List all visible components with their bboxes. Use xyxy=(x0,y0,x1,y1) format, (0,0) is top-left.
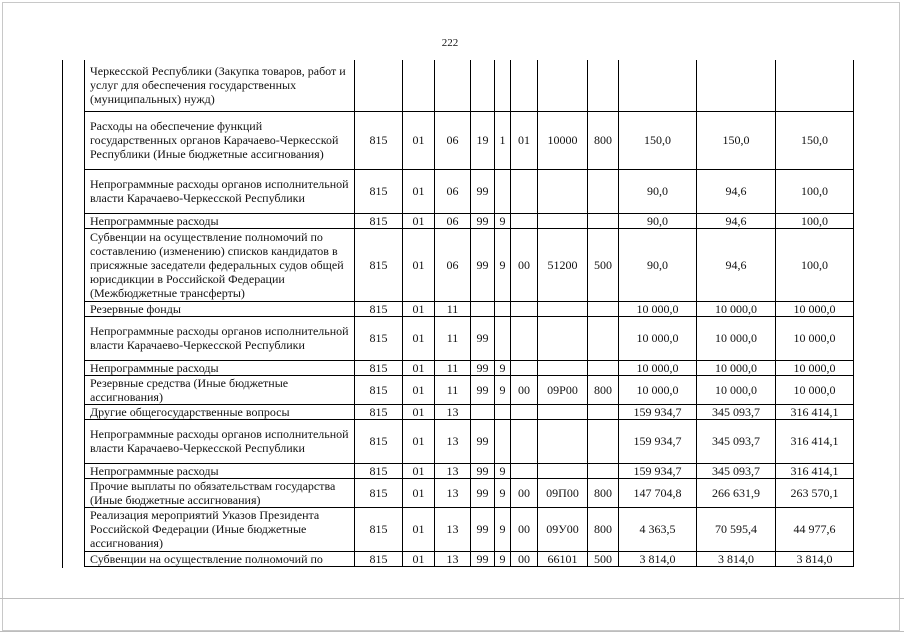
table-cell-direction xyxy=(511,316,538,360)
table-cell-code: 10000 xyxy=(538,111,588,169)
table-cell-code xyxy=(538,360,588,375)
table-cell-name: Непрограммные расходы xyxy=(85,213,355,228)
table-cell-program xyxy=(471,404,495,419)
table-cell-code: 09У00 xyxy=(538,507,588,551)
table-cell-year-2: 345 093,7 xyxy=(697,419,776,463)
table-cell-year-3: 316 414,1 xyxy=(776,463,854,478)
table-cell-year-1: 10 000,0 xyxy=(619,360,697,375)
table-cell-subsection: 11 xyxy=(435,316,471,360)
table-cell-subsection: 11 xyxy=(435,301,471,316)
table-cell-name: Черкесской Республики (Закупка товаров, работ и услуг для обеспечения государственных (муниципальных) нужд) xyxy=(85,60,355,111)
table-cell-ved: 815 xyxy=(355,419,403,463)
table-cell-year-2: 10 000,0 xyxy=(697,375,776,404)
table-row xyxy=(85,111,854,169)
table-cell-year-2: 10 000,0 xyxy=(697,301,776,316)
table-cell-subprogram: 9 xyxy=(495,551,511,566)
table-cell-year-3: 10 000,0 xyxy=(776,375,854,404)
table-cell-program: 99 xyxy=(471,507,495,551)
table-cell-section: 01 xyxy=(403,169,435,213)
table-cell-year-2: 3 814,0 xyxy=(697,551,776,566)
table-cell-section: 01 xyxy=(403,463,435,478)
table-cell-year-3: 10 000,0 xyxy=(776,360,854,375)
table-cell-year-1: 90,0 xyxy=(619,213,697,228)
table-cell-subsection xyxy=(435,60,471,111)
table-cell-expense-type xyxy=(588,419,619,463)
table-cell-subsection: 06 xyxy=(435,213,471,228)
table-cell-subprogram xyxy=(495,169,511,213)
table-cell-name: Реализация мероприятий Указов Президента Российской Федерации (Иные бюджетные ассигнования) xyxy=(85,507,355,551)
table-cell-expense-type xyxy=(588,301,619,316)
table-cell-subprogram xyxy=(495,404,511,419)
table-cell-year-2: 266 631,9 xyxy=(697,478,776,507)
table-cell-expense-type xyxy=(588,360,619,375)
table-cell-code xyxy=(538,419,588,463)
table-cell-program: 99 xyxy=(471,169,495,213)
table-cell-expense-type: 800 xyxy=(588,375,619,404)
table-row xyxy=(85,551,854,566)
table-cell-direction xyxy=(511,213,538,228)
table-cell-subsection: 13 xyxy=(435,419,471,463)
table-cell-direction xyxy=(511,60,538,111)
table-cell-subprogram xyxy=(495,316,511,360)
table-cell-section: 01 xyxy=(403,551,435,566)
table-cell-direction: 00 xyxy=(511,478,538,507)
table-row xyxy=(85,419,854,463)
table-cell-year-2 xyxy=(697,60,776,111)
table-cell-ved: 815 xyxy=(355,478,403,507)
table-cell-program: 99 xyxy=(471,213,495,228)
table-cell-year-3: 100,0 xyxy=(776,169,854,213)
table-cell-year-2: 94,6 xyxy=(697,169,776,213)
table-cell-year-3: 10 000,0 xyxy=(776,316,854,360)
table-cell-section: 01 xyxy=(403,404,435,419)
table-cell-program: 19 xyxy=(471,111,495,169)
table-cell-section: 01 xyxy=(403,316,435,360)
table-cell-name: Расходы на обеспечение функций государственных органов Карачаево-Черкесской Республики (Иные бюджетные ассигнования) xyxy=(85,111,355,169)
table-cell-code: 09Р00 xyxy=(538,375,588,404)
table-cell-subsection: 06 xyxy=(435,111,471,169)
table-cell-year-1: 159 934,7 xyxy=(619,404,697,419)
table-cell-program: 99 xyxy=(471,463,495,478)
table-cell-subprogram: 9 xyxy=(495,360,511,375)
table-cell-expense-type xyxy=(588,60,619,111)
table-cell-subprogram: 9 xyxy=(495,213,511,228)
table-cell-year-1: 159 934,7 xyxy=(619,463,697,478)
table-cell-year-3: 3 814,0 xyxy=(776,551,854,566)
table-cell-subsection: 13 xyxy=(435,463,471,478)
table-row xyxy=(85,360,854,375)
table-cell-expense-type: 800 xyxy=(588,478,619,507)
table-cell-subprogram: 9 xyxy=(495,507,511,551)
table-cell-program: 99 xyxy=(471,419,495,463)
table-row xyxy=(85,228,854,301)
table-cell-name: Непрограммные расходы органов исполнительной власти Карачаево-Черкесской Республики xyxy=(85,169,355,213)
table-cell-program: 99 xyxy=(471,375,495,404)
table-cell-direction xyxy=(511,463,538,478)
left-margin-column xyxy=(62,60,84,568)
table-cell-program: 99 xyxy=(471,551,495,566)
table-cell-direction: 00 xyxy=(511,551,538,566)
table-cell-year-1: 159 934,7 xyxy=(619,419,697,463)
table-cell-subprogram xyxy=(495,301,511,316)
table-cell-code xyxy=(538,463,588,478)
table-cell-ved: 815 xyxy=(355,463,403,478)
table-cell-year-2: 70 595,4 xyxy=(697,507,776,551)
table-cell-direction: 00 xyxy=(511,507,538,551)
table-cell-section: 01 xyxy=(403,213,435,228)
table-cell-code: 51200 xyxy=(538,228,588,301)
table-cell-name: Резервные фонды xyxy=(85,301,355,316)
table-cell-expense-type xyxy=(588,169,619,213)
table-cell-subprogram: 9 xyxy=(495,478,511,507)
table-cell-section: 01 xyxy=(403,507,435,551)
table-cell-name: Субвенции на осуществление полномочий по xyxy=(85,551,355,566)
table-cell-ved: 815 xyxy=(355,228,403,301)
table-row xyxy=(85,463,854,478)
table-row xyxy=(85,316,854,360)
table-cell-subprogram: 9 xyxy=(495,228,511,301)
table-cell-expense-type xyxy=(588,316,619,360)
table-cell-ved: 815 xyxy=(355,301,403,316)
table-cell-year-1: 90,0 xyxy=(619,169,697,213)
divider xyxy=(0,598,904,599)
table-cell-direction: 00 xyxy=(511,375,538,404)
table-cell-year-2: 10 000,0 xyxy=(697,316,776,360)
table-cell-code xyxy=(538,316,588,360)
table-cell-name: Резервные средства (Иные бюджетные ассигнования) xyxy=(85,375,355,404)
table-cell-subprogram: 1 xyxy=(495,111,511,169)
table-cell-direction: 01 xyxy=(511,111,538,169)
table-cell-ved: 815 xyxy=(355,169,403,213)
page-number: 222 xyxy=(441,37,459,49)
table-cell-year-1: 10 000,0 xyxy=(619,375,697,404)
table-cell-ved: 815 xyxy=(355,507,403,551)
table-cell-subsection: 11 xyxy=(435,360,471,375)
table-cell-subsection: 13 xyxy=(435,404,471,419)
table-cell-section: 01 xyxy=(403,111,435,169)
table-row xyxy=(85,301,854,316)
table-cell-subprogram xyxy=(495,419,511,463)
table-cell-ved: 815 xyxy=(355,360,403,375)
table-row xyxy=(85,60,854,111)
table-cell-code: 09П00 xyxy=(538,478,588,507)
table-cell-name: Субвенции на осуществление полномочий по составлению (изменению) списков кандидатов в присяжные заседатели федеральных судов общей юрисдикции в Российской Федерации (Межбюджетные трансферты) xyxy=(85,228,355,301)
table-cell-year-3: 263 570,1 xyxy=(776,478,854,507)
table-cell-ved: 815 xyxy=(355,316,403,360)
table-cell-code xyxy=(538,404,588,419)
table-cell-name: Непрограммные расходы xyxy=(85,360,355,375)
table-cell-program xyxy=(471,60,495,111)
table-cell-section: 01 xyxy=(403,301,435,316)
table-cell-program xyxy=(471,301,495,316)
table-cell-ved: 815 xyxy=(355,213,403,228)
budget-table xyxy=(84,60,854,567)
table-cell-expense-type: 800 xyxy=(588,507,619,551)
table-cell-expense-type: 500 xyxy=(588,551,619,566)
table-cell-subprogram: 9 xyxy=(495,375,511,404)
table-cell-year-3: 44 977,6 xyxy=(776,507,854,551)
table-cell-code: 66101 xyxy=(538,551,588,566)
table-cell-year-3: 150,0 xyxy=(776,111,854,169)
table-cell-direction xyxy=(511,404,538,419)
table-cell-name: Непрограммные расходы органов исполнительной власти Карачаево-Черкесской Республики xyxy=(85,316,355,360)
table-row xyxy=(85,375,854,404)
table-cell-subsection: 06 xyxy=(435,228,471,301)
table-cell-year-1: 10 000,0 xyxy=(619,301,697,316)
table-row xyxy=(85,478,854,507)
table-cell-ved: 815 xyxy=(355,551,403,566)
table-cell-subprogram xyxy=(495,60,511,111)
table-cell-code xyxy=(538,301,588,316)
table-row xyxy=(85,507,854,551)
table-cell-direction xyxy=(511,419,538,463)
table-cell-year-1: 150,0 xyxy=(619,111,697,169)
table-cell-expense-type: 800 xyxy=(588,111,619,169)
table-cell-subsection: 11 xyxy=(435,375,471,404)
table-cell-year-2: 150,0 xyxy=(697,111,776,169)
table-cell-name: Прочие выплаты по обязательствам государства (Иные бюджетные ассигнования) xyxy=(85,478,355,507)
table-cell-year-1: 90,0 xyxy=(619,228,697,301)
table-cell-name: Непрограммные расходы органов исполнительной власти Карачаево-Черкесской Республики xyxy=(85,419,355,463)
table-cell-year-3 xyxy=(776,60,854,111)
table-cell-year-2: 345 093,7 xyxy=(697,463,776,478)
table-cell-year-3: 100,0 xyxy=(776,213,854,228)
table-cell-year-2: 10 000,0 xyxy=(697,360,776,375)
table-cell-subsection: 13 xyxy=(435,551,471,566)
table-cell-expense-type xyxy=(588,404,619,419)
table-row xyxy=(85,169,854,213)
table-cell-year-1 xyxy=(619,60,697,111)
table-row xyxy=(85,213,854,228)
table-cell-expense-type: 500 xyxy=(588,228,619,301)
table-cell-ved: 815 xyxy=(355,111,403,169)
table-cell-ved xyxy=(355,60,403,111)
table-cell-year-2: 94,6 xyxy=(697,213,776,228)
table-cell-section xyxy=(403,60,435,111)
table-cell-year-3: 100,0 xyxy=(776,228,854,301)
table-cell-year-3: 10 000,0 xyxy=(776,301,854,316)
table-cell-subsection: 13 xyxy=(435,478,471,507)
table-cell-year-2: 94,6 xyxy=(697,228,776,301)
table-cell-section: 01 xyxy=(403,375,435,404)
table-cell-program: 99 xyxy=(471,228,495,301)
table-cell-year-1: 147 704,8 xyxy=(619,478,697,507)
table-cell-year-1: 10 000,0 xyxy=(619,316,697,360)
table-cell-name: Непрограммные расходы xyxy=(85,463,355,478)
table-cell-section: 01 xyxy=(403,478,435,507)
table-cell-section: 01 xyxy=(403,419,435,463)
table-cell-code xyxy=(538,213,588,228)
table-cell-year-3: 316 414,1 xyxy=(776,404,854,419)
table-cell-code xyxy=(538,60,588,111)
table-cell-program: 99 xyxy=(471,316,495,360)
table-row xyxy=(85,404,854,419)
table-cell-subsection: 13 xyxy=(435,507,471,551)
table-cell-ved: 815 xyxy=(355,404,403,419)
table-cell-section: 01 xyxy=(403,360,435,375)
table-cell-year-1: 4 363,5 xyxy=(619,507,697,551)
table-cell-direction xyxy=(511,360,538,375)
table-cell-section: 01 xyxy=(403,228,435,301)
table-cell-year-2: 345 093,7 xyxy=(697,404,776,419)
table-cell-year-1: 3 814,0 xyxy=(619,551,697,566)
table-cell-direction: 00 xyxy=(511,228,538,301)
table-cell-expense-type xyxy=(588,213,619,228)
table-cell-program: 99 xyxy=(471,360,495,375)
table-cell-subsection: 06 xyxy=(435,169,471,213)
table-cell-ved: 815 xyxy=(355,375,403,404)
table-cell-year-3: 316 414,1 xyxy=(776,419,854,463)
table-cell-name: Другие общегосударственные вопросы xyxy=(85,404,355,419)
table-cell-expense-type xyxy=(588,463,619,478)
table-cell-code xyxy=(538,169,588,213)
divider xyxy=(0,631,904,632)
table-cell-direction xyxy=(511,169,538,213)
table-cell-direction xyxy=(511,301,538,316)
table-cell-program: 99 xyxy=(471,478,495,507)
table-cell-subprogram: 9 xyxy=(495,463,511,478)
